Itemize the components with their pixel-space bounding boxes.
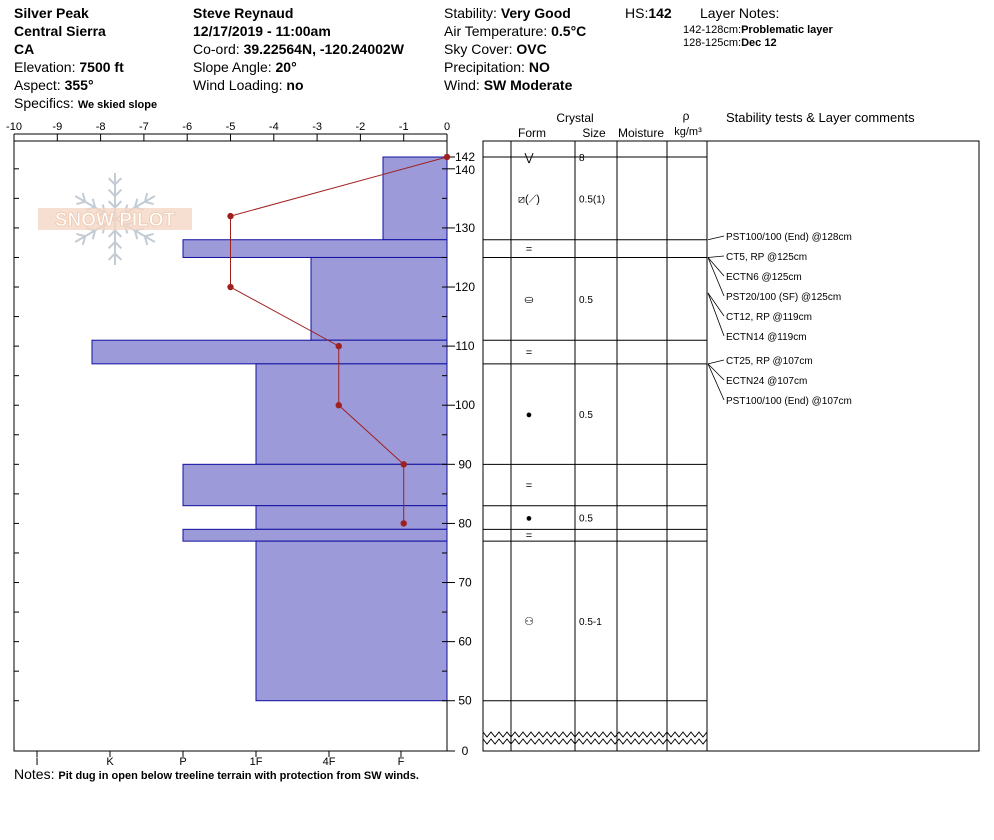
specifics: Specifics: We skied slope <box>14 95 158 111</box>
crystal-size: 0.5-1 <box>579 616 602 628</box>
temperature-point <box>444 154 450 160</box>
temp-tick-label: -8 <box>95 121 106 133</box>
temp-tick-label: -2 <box>355 121 366 133</box>
coordinates: Co-ord: 39.22564N, -120.24002W <box>193 41 404 57</box>
hardness-bar <box>256 364 447 464</box>
size-header: Size <box>582 126 606 140</box>
test-leader-line <box>708 293 724 316</box>
form-header: Form <box>518 126 546 140</box>
state-name: CA <box>14 41 35 57</box>
temperature-point <box>227 213 233 219</box>
hardness-tick-label: K <box>106 756 114 768</box>
stability-test: ECTN6 @125cm <box>726 272 802 283</box>
tests-header: Stability tests & Layer comments <box>726 110 915 125</box>
hardness-bar <box>311 257 447 340</box>
depth-tick-label: 50 <box>458 693 472 708</box>
stability-test: CT25, RP @107cm <box>726 356 813 367</box>
hardness-bar <box>256 506 447 530</box>
depth-tick-label: 130 <box>454 220 476 235</box>
crystal-form: ● <box>525 409 533 422</box>
depth-tick-label: 120 <box>454 280 476 295</box>
temperature-point <box>336 402 342 408</box>
depth-tick-label: 110 <box>455 339 475 354</box>
hardness-bar <box>183 464 447 505</box>
notes: Notes: Pit dug in open below treeline terrain with protection from SW winds. <box>14 766 419 782</box>
depth-tick-label: 70 <box>458 575 472 590</box>
crystal-form: = <box>525 530 533 543</box>
crystal-size: 0.5(1) <box>579 194 606 206</box>
air-temperature: Air Temperature: 0.5°C <box>444 23 587 39</box>
temp-tick-label: -9 <box>52 121 63 133</box>
hardness-bar <box>383 157 447 240</box>
test-leader-line <box>708 236 724 240</box>
snow-height: HS:142 <box>625 5 672 21</box>
observation-datetime: 12/17/2019 - 11:00am <box>193 23 331 39</box>
temp-tick-label: -1 <box>398 121 409 133</box>
temp-tick-label: -4 <box>268 121 279 133</box>
crystal-form: ⛀ <box>524 293 534 306</box>
wind: Wind: SW Moderate <box>444 77 573 93</box>
crystal-header: Crystal <box>556 111 594 125</box>
temp-tick-label: 0 <box>443 121 451 133</box>
crystal-form: = <box>525 480 533 493</box>
logo-text: SNOW PILOT <box>54 210 176 231</box>
slope-angle: Slope Angle: 20° <box>193 59 297 75</box>
hardness-tick-label: 4F <box>322 756 336 768</box>
crystal-form: = <box>525 243 533 256</box>
location-name: Silver Peak <box>14 5 89 21</box>
hardness-tick-label: P <box>179 756 187 768</box>
elevation: Elevation: 7500 ft <box>14 59 124 75</box>
hardness-bar <box>183 240 447 258</box>
depth-tick-label: 90 <box>458 457 472 472</box>
test-leader-line <box>708 364 724 400</box>
stability-test: PST20/100 (SF) @125cm <box>726 292 842 303</box>
test-leader-line <box>708 364 724 380</box>
temperature-point <box>401 520 407 526</box>
crystal-size: 0.5 <box>579 410 593 422</box>
test-leader-line <box>708 256 724 257</box>
depth-tick-label: 80 <box>458 516 472 531</box>
crystal-form: ⧄(⟋) <box>518 193 540 206</box>
precipitation: Precipitation: NO <box>444 59 550 75</box>
temp-tick-label: -7 <box>139 121 149 133</box>
axis-break <box>483 739 707 744</box>
stability-test: CT12, RP @119cm <box>726 312 812 323</box>
stability-test: ECTN24 @107cm <box>726 376 808 387</box>
range-name: Central Sierra <box>14 23 106 39</box>
depth-tick-label: 100 <box>454 398 476 413</box>
snowpilot-logo <box>38 173 192 265</box>
stability: Stability: Very Good <box>444 5 571 21</box>
layer-notes-title: Layer Notes: <box>700 5 780 21</box>
layer-note: 142-128cm:Problematic layer <box>683 24 833 36</box>
depth-tick-label: 140 <box>454 162 476 177</box>
depth-tick-label: 142 <box>454 150 476 164</box>
wind-loading: Wind Loading: no <box>193 77 304 93</box>
aspect: Aspect: 355° <box>14 77 94 93</box>
crystal-form: ⋁ <box>524 152 534 164</box>
crystal-size: 8 <box>579 153 585 164</box>
temp-tick-label: -6 <box>182 121 193 133</box>
stability-test: CT5, RP @125cm <box>726 252 808 263</box>
depth-tick-label: 0 <box>461 744 469 758</box>
hardness-tick-label: I <box>35 756 39 768</box>
test-leader-line <box>708 257 724 296</box>
temp-tick-label: -3 <box>312 121 322 133</box>
layer-note: 128-125cm:Dec 12 <box>683 37 777 49</box>
test-leader-line <box>708 257 724 276</box>
moisture-header: Moisture <box>617 126 665 140</box>
axis-break <box>483 732 707 737</box>
density-unit: kg/m³ <box>674 126 702 138</box>
crystal-form: ● <box>525 512 533 525</box>
hardness-bar <box>183 529 447 541</box>
observer-name: Steve Reynaud <box>193 5 294 21</box>
hardness-tick-label: 1F <box>249 756 263 768</box>
temperature-point <box>227 284 233 290</box>
hardness-tick-label: F <box>397 756 405 768</box>
test-leader-line <box>708 293 724 336</box>
test-leader-line <box>708 360 724 364</box>
temperature-point <box>336 343 342 349</box>
stability-test: PST100/100 (End) @128cm <box>726 232 852 243</box>
hardness-bar <box>92 340 447 364</box>
crystal-size: 0.5 <box>579 294 593 306</box>
crystal-size: 0.5 <box>579 513 593 525</box>
crystal-form: ⚇ <box>524 615 534 628</box>
stability-test: PST100/100 (End) @107cm <box>726 396 852 407</box>
temperature-point <box>401 461 407 467</box>
temp-tick-label: -10 <box>6 121 22 133</box>
temp-tick-label: -5 <box>225 121 236 133</box>
sky-cover: Sky Cover: OVC <box>444 41 547 57</box>
stability-test: ECTN14 @119cm <box>726 332 807 343</box>
crystal-form: = <box>525 347 533 360</box>
hardness-bar <box>256 541 447 701</box>
depth-tick-label: 60 <box>458 634 472 649</box>
density-symbol: ρ <box>682 109 690 123</box>
